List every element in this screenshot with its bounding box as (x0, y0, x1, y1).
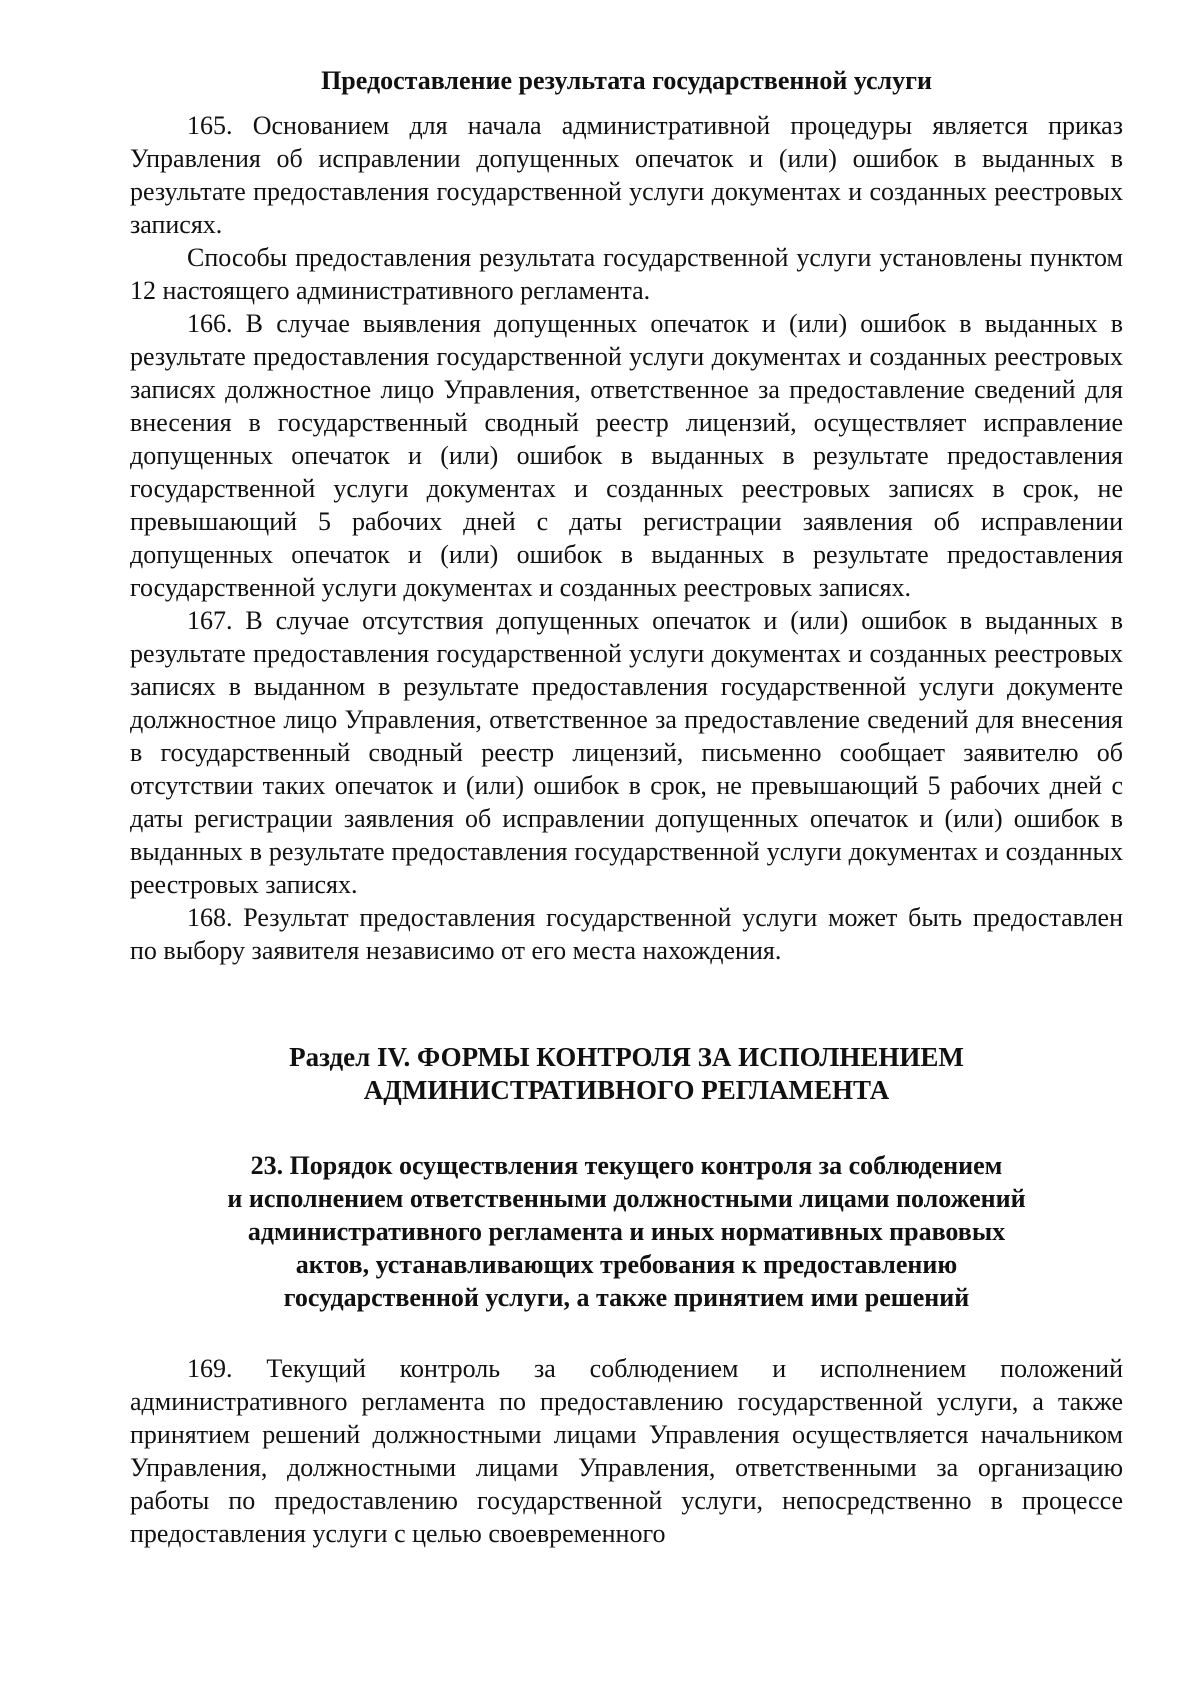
part-heading (130, 1041, 1123, 1107)
part-heading-line-2: АДМИНИСТРАТИВНОГО РЕГЛАМЕНТА (363, 1075, 890, 1105)
subsection-heading-line-2: и исполнением ответственными должностными лицами положений (227, 1184, 1026, 1213)
part-heading-line-1: Раздел IV. ФОРМЫ КОНТРОЛЯ ЗА ИСПОЛНЕНИЕМ (289, 1042, 964, 1072)
subsection-heading (130, 1149, 1123, 1314)
paragraph-169: 169. Текущий контроль за соблюдением и исполнением положений административного регламента по предоставлению государственной услуги, а также принятием решений должностными лицами Управления осуществляется начальником Управления, должностными лицами Управления, ответственными за организацию работы по предоставлению государственной услуги, непосредственно в процессе предоставления услуги с целью своевременного (130, 1354, 1123, 1548)
section-heading: Предоставление результата государственной услуги (321, 66, 932, 95)
paragraph-result-methods: Способы предоставления результата государственной услуги установлены пунктом 12 настоящего административного регламента. (130, 243, 1123, 305)
subsection-heading-line-1: 23. Порядок осуществления текущего контроля за соблюдением (250, 1151, 1003, 1180)
paragraph-168: 168. Результат предоставления государственной услуги может быть предоставлен по выбору заявителя независимо от его места нахождения. (130, 903, 1123, 965)
paragraph-167: 167. В случае отсутствия допущенных опечаток и (или) ошибок в выданных в результате предоставления государственной услуги документах и созданных реестровых записях в выданном в результате предоставления государственной услуги документе должностное лицо Управления, ответственное за предоставление сведений для внесения в государственный сводный реестр лицензий, письменно сообщает заявителю об отсутствии таких опечаток и (или) ошибок в срок, не превышающий 5 рабочих дней с даты регистрации заявления об исправлении допущенных опечаток и (или) ошибок в выданных в результате предоставления государственной услуги документах и созданных реестровых записях. (130, 606, 1123, 899)
paragraph-166: 166. В случае выявления допущенных опечаток и (или) ошибок в выданных в результате предоставления государственной услуги документах и созданных реестровых записях должностное лицо Управления, ответственное за предоставление сведений для внесения в государственный сводный реестр лицензий, осуществляет исправление допущенных опечаток и (или) ошибок в выданных в результате предоставления государственной услуги документах и созданных реестровых записях в срок, не превышающий 5 рабочих дней с даты регистрации заявления об исправлении допущенных опечаток и (или) ошибок в выданных в результате предоставления государственной услуги документах и созданных реестровых записях. (130, 309, 1123, 602)
paragraph-165: 165. Основанием для начала административной процедуры является приказ Управления об исправлении допущенных опечаток и (или) ошибок в выданных в результате предоставления государственной услуги документах и созданных реестровых записях. (130, 111, 1123, 239)
document-page (130, 64, 1123, 1550)
subsection-heading-line-5: государственной услуги, а также принятием ими решений (283, 1283, 970, 1312)
subsection-heading-line-4: актов, устанавливающих требования к предоставлению (295, 1250, 958, 1279)
subsection-heading-line-3: административного регламента и иных нормативных правовых (247, 1217, 1006, 1246)
